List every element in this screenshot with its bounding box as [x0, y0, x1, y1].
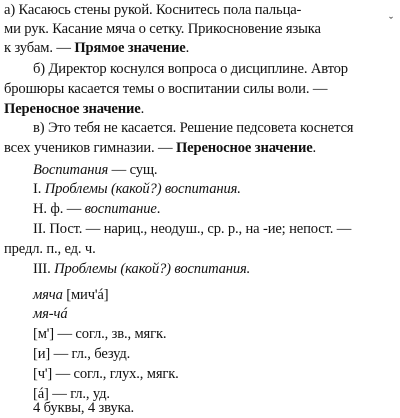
morph-head-rest: — сущ.: [108, 162, 158, 178]
phonetic-head: [33, 287, 108, 304]
morph-step-1: [33, 181, 241, 198]
morph-step-3: [33, 261, 250, 278]
figurative-meaning-label-2: Переносное значение: [175, 140, 313, 156]
para-c-line-2: [4, 140, 316, 157]
morph-head: [33, 162, 157, 179]
para-b-line-1: б) Директор коснулся вопроса о дисциплине. Автор: [33, 61, 348, 77]
morph-step-2-line-2: предл. п., ед. ч.: [4, 241, 96, 257]
morph-initial-form: [33, 201, 160, 218]
direct-meaning-label: Прямое значение: [74, 40, 186, 56]
morph-step-3-text: Проблемы (какой?) воспитания.: [54, 261, 251, 277]
sound-row: [и] — гл., безуд.: [33, 346, 131, 362]
sound-row: [м'] — согл., зв., мягк.: [33, 326, 167, 342]
phonetic-transcription: [мич'á]: [62, 287, 109, 303]
initial-form-label: Н. ф. —: [33, 201, 85, 217]
para-b-line-2: брошюры касается темы о воспитании силы воли. —: [4, 81, 328, 97]
initial-form-period: .: [156, 201, 161, 217]
initial-form-word: воспитание: [84, 201, 157, 217]
para-a-text: к зубам. —: [4, 40, 75, 56]
para-a-period: .: [185, 40, 190, 56]
morph-head-word: Воспитания: [33, 162, 109, 178]
sound-row: [ч'] — согл., глух., мягк.: [33, 366, 179, 382]
para-c-period: .: [312, 140, 317, 156]
sound-row: [á] — гл., уд.: [33, 386, 110, 402]
morph-step-2-line-1: II. Пост. — нариц., неодуш., ср. р., на -ие; непост. —: [33, 221, 352, 237]
phonetic-syllables: мя-чá: [33, 306, 68, 322]
para-a-line-3: [4, 40, 189, 57]
para-c-text: всех учеников гимназии. —: [4, 140, 176, 156]
para-a-line-1: а) Касаюсь стены рукой. Коснитесь пола пальца-: [4, 2, 302, 18]
para-b-period: .: [140, 101, 145, 117]
figurative-meaning-label-1: Переносное значение: [4, 101, 141, 117]
morph-step-1-num: I.: [33, 181, 45, 197]
morph-step-1-text: Проблемы (какой?) воспитания.: [44, 181, 241, 197]
phonetic-word: мяча: [33, 287, 63, 303]
morph-step-3-num: III.: [33, 261, 55, 277]
para-b-line-3: [4, 101, 144, 118]
para-a-line-2: ми рук. Касание мяча о сетку. Прикосновение языка: [4, 21, 321, 37]
para-c-line-1: в) Это тебя не касается. Решение педсовета коснется: [33, 120, 354, 136]
phonetic-summary: 4 буквы, 4 звука.: [33, 400, 135, 416]
accent-mark: ˇ: [389, 14, 393, 28]
